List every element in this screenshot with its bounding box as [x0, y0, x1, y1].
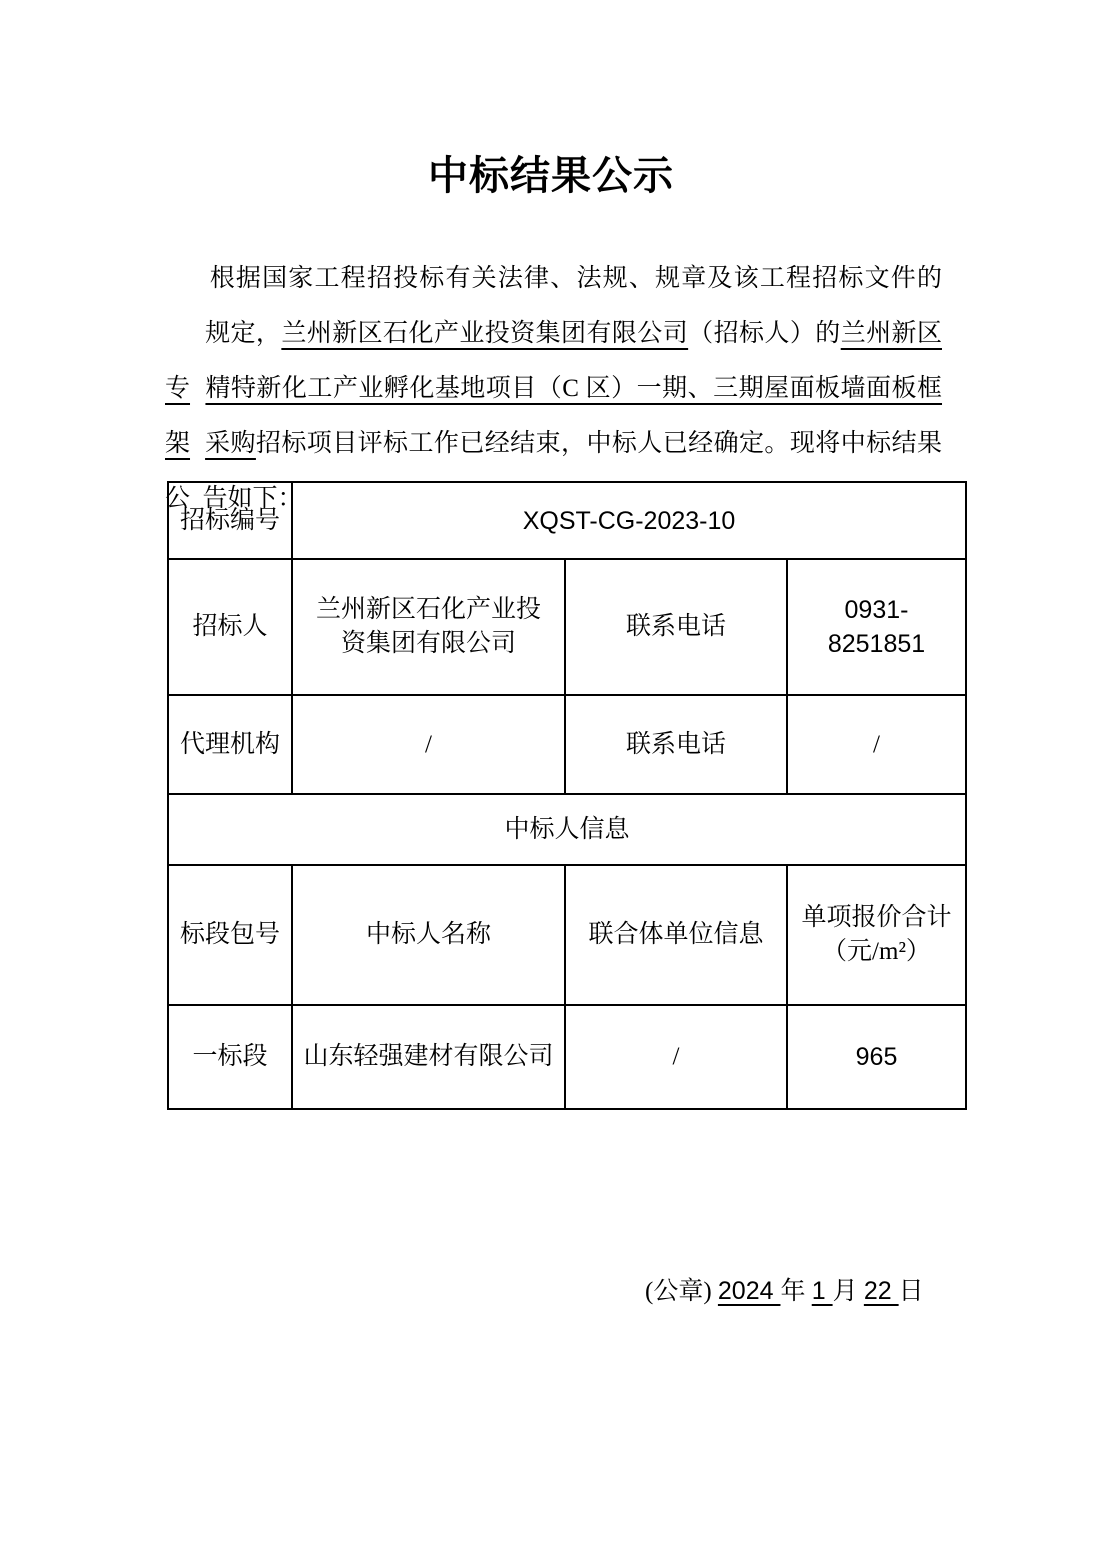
agency-value: / [292, 695, 565, 794]
winner-consortium: / [565, 1005, 787, 1109]
date-month: 1 [811, 1277, 833, 1305]
underlined-project-name-part: 精特新化工产业孵化基地项目（C 区）一期、三期屋面板墙面板框架 [165, 375, 943, 457]
table-row-bid-number [168, 482, 966, 559]
bid-number-value: XQST-CG-2023-10 [292, 482, 966, 559]
paragraph-line-1 [165, 196, 942, 292]
signature-date-line [620, 1246, 924, 1337]
bid-number-label: 招标编号 [168, 482, 292, 559]
table-row-winner-data [168, 1005, 966, 1109]
bid-result-table [167, 481, 967, 1110]
body-paragraph [165, 196, 943, 512]
date-year: 2024 [717, 1277, 781, 1305]
table-row-winner-section [168, 794, 966, 865]
tenderer-label: 招标人 [168, 559, 292, 695]
header-price-line1: 单项报价合计 [801, 904, 952, 931]
date-day: 22 [863, 1277, 899, 1305]
header-consortium: 联合体单位信息 [565, 865, 787, 1005]
winner-package: 一标段 [168, 1005, 292, 1109]
header-package: 标段包号 [168, 865, 292, 1005]
winner-name: 山东轻强建材有限公司 [292, 1005, 565, 1109]
tenderer-value: 兰州新区石化产业投资集团有限公司 [292, 559, 565, 695]
day-label: 日 [898, 1278, 924, 1305]
underlined-project-name-part: 兰州新区专 [165, 320, 942, 402]
paragraph-text: 根据国家工程招投标有关法律、法规、规章及该工程招标文件的 [209, 265, 942, 292]
seal-label: (公章) [645, 1278, 718, 1305]
winner-section-title: 中标人信息 [168, 794, 966, 865]
phone-label-2: 联系电话 [565, 695, 787, 794]
header-winner-name: 中标人名称 [292, 865, 565, 1005]
winner-price: 965 [787, 1005, 966, 1109]
phone-value-2: / [787, 695, 966, 794]
underlined-tenderer-name: 兰州新区石化产业投资集团有限公司 [281, 320, 689, 347]
phone-label-1: 联系电话 [565, 559, 787, 695]
paragraph-text: （招标人）的 [688, 320, 841, 347]
table-row-tenderer [168, 559, 966, 695]
paragraph-text: 告如下： [202, 485, 303, 512]
agency-label: 代理机构 [168, 695, 292, 794]
table-row-agency [168, 695, 966, 794]
year-label: 年 [780, 1278, 812, 1305]
paragraph-text: 规定， [205, 320, 282, 347]
month-label: 月 [832, 1278, 864, 1305]
paragraph-text: 招标项目评标工作已经结束，中标人已经确定。现将中标结果公 [165, 430, 942, 512]
header-price [787, 865, 966, 1005]
page-title: 中标结果公示 [428, 153, 674, 198]
underlined-project-name-part: 采购 [205, 430, 256, 457]
header-price-line2: （元/m²） [822, 938, 931, 965]
phone-value-1: 0931-8251851 [787, 559, 966, 695]
table-row-winner-headers [168, 865, 966, 1005]
